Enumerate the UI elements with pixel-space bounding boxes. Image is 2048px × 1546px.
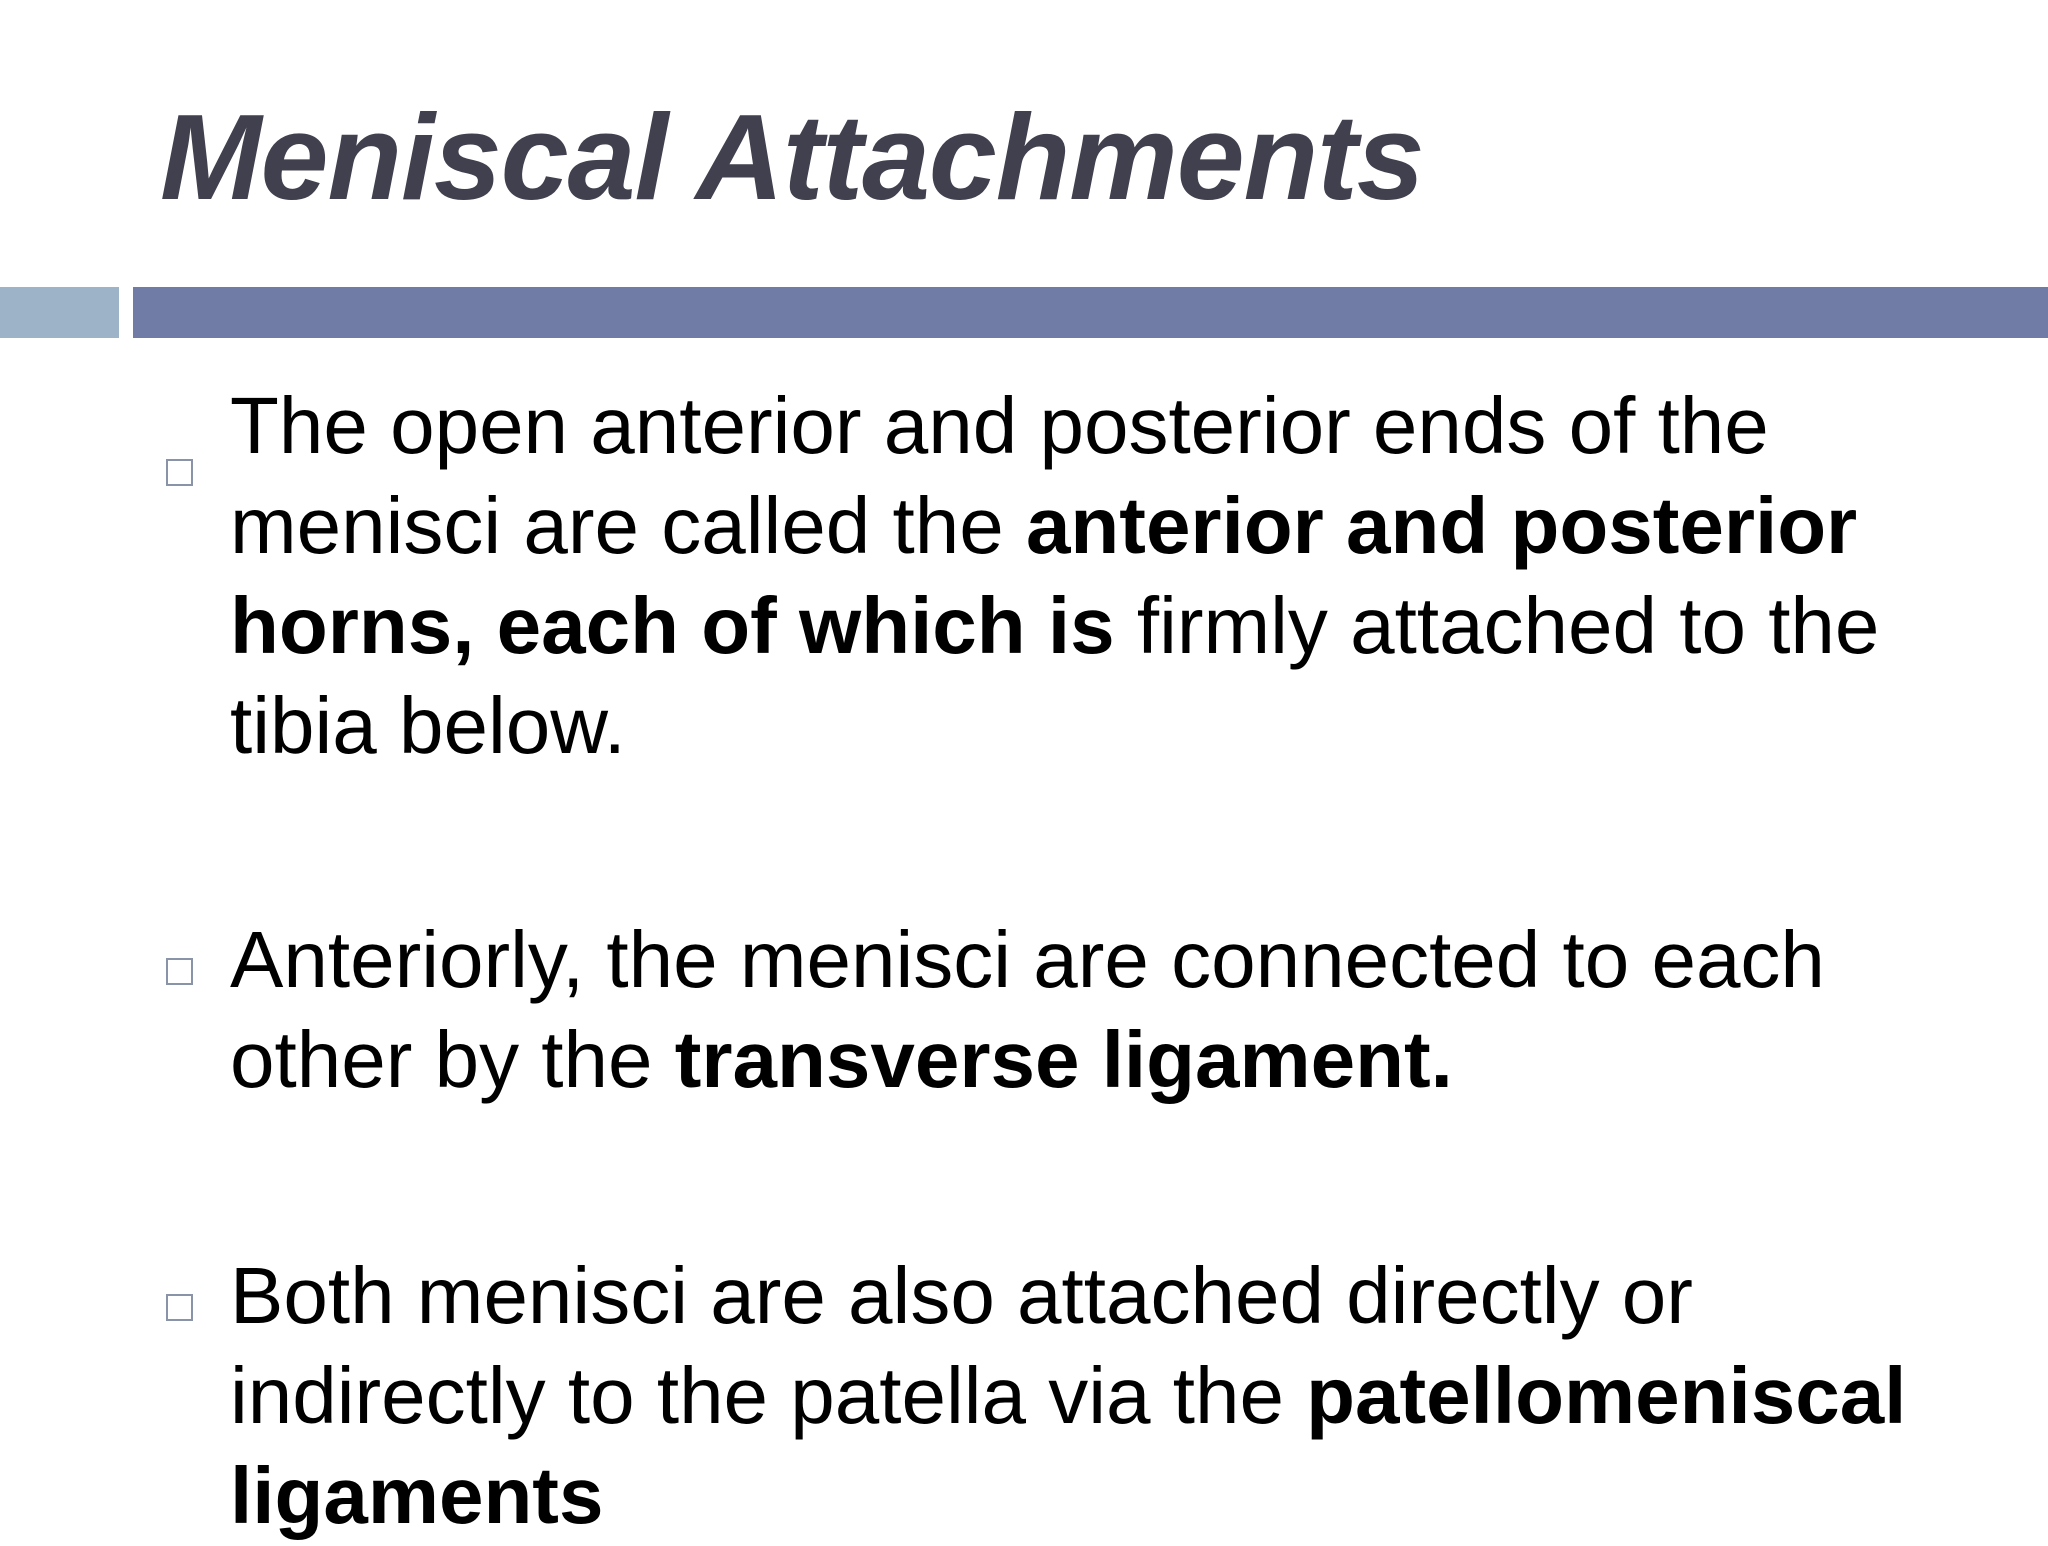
bullet-text	[230, 376, 1950, 776]
bullet-text-bold-segment: patellomeniscal ligaments	[230, 1351, 1907, 1540]
bullet-text	[230, 910, 1950, 1110]
hollow-square-bullet-icon	[166, 958, 193, 985]
title-accent-bar-left	[0, 287, 119, 338]
hollow-square-bullet-icon	[166, 1294, 193, 1321]
hollow-square-bullet-icon	[166, 459, 193, 486]
bullet-text-bold-segment: anterior and posterior horns, each of which is	[230, 481, 1858, 670]
content-area	[150, 338, 2048, 1540]
bullet-text-segment: Both menisci are also attached directly or indirectly to the patella via the	[230, 1251, 1693, 1440]
bullet-text-bold-segment: transverse ligament.	[674, 1015, 1453, 1104]
title-accent-bar-right	[133, 287, 2048, 338]
bullet-text-segment: Anteriorly, the menisci are connected to each other by the	[230, 915, 1825, 1104]
bullet-text	[230, 1246, 1950, 1546]
slide-title: Meniscal Attachments	[160, 89, 1424, 225]
bullet-text-segment: The open anterior and posterior ends of the menisci are called the	[230, 381, 1769, 570]
bullet-text-segment: firmly attached to the tibia below.	[230, 581, 1880, 770]
